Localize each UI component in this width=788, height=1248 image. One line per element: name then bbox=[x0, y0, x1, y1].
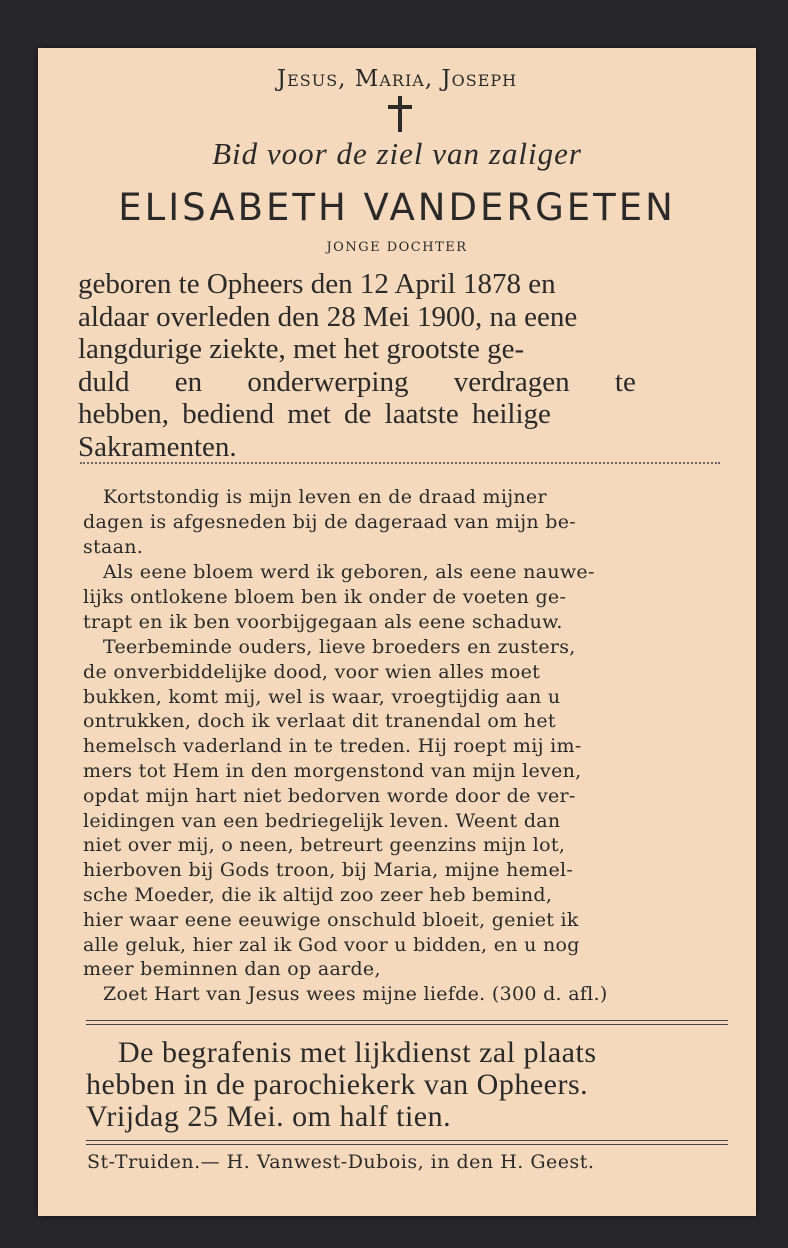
verse-line: Als eene bloem werd ik geboren, als eene nauwe- bbox=[103, 561, 595, 583]
intro-paragraph bbox=[78, 268, 723, 463]
verse-line: lijks ontlokene bloem ben ik onder de voeten ge- bbox=[83, 585, 567, 608]
bottom-rule-divider bbox=[86, 1140, 728, 1145]
cross-icon bbox=[385, 96, 415, 132]
deceased-name: ELISABETH VANDERGETEN bbox=[118, 186, 676, 229]
printer-imprint: St-Truiden.— H. Vanwest-Dubois, in den H. Geest. bbox=[87, 1151, 595, 1173]
verse-line: bukken, komt mij, wel is waar, vroegtijdig aan u bbox=[83, 685, 561, 708]
intro-line: Sakramenten. bbox=[78, 430, 237, 463]
funeral-line: hebben in de parochiekerk van Opheers. bbox=[86, 1068, 589, 1101]
memorial-card bbox=[38, 48, 756, 1216]
verse-paragraph-3 bbox=[83, 635, 728, 1007]
intro-line: hebben, bediend met de laatste heilige bbox=[78, 398, 551, 430]
verse-line: hemelsch vaderland in te treden. Hij roept mij im- bbox=[83, 735, 582, 758]
verse-line: trapt en ik ben voorbijgegaan als eene schaduw. bbox=[83, 610, 563, 633]
verse-line: dagen is afgesneden bij de dageraad van mijn be- bbox=[83, 510, 576, 533]
intro-line: duld en onderwerping verdragen te bbox=[78, 365, 636, 398]
prayer-line: Bid voor de ziel van zaliger bbox=[212, 136, 582, 171]
double-rule-divider bbox=[86, 1020, 728, 1025]
verse-line: Kortstondig is mijn leven en de draad mijner bbox=[103, 486, 547, 508]
verse-line: niet over mij, o neen, betreurt geenzins mijn lot, bbox=[83, 834, 566, 857]
intro-line: geboren te Opheers den 12 April 1878 en bbox=[78, 268, 556, 300]
verse-line: ontrukken, doch ik verlaat dit tranendal om het bbox=[83, 710, 556, 733]
dotted-divider bbox=[80, 462, 720, 464]
intro-line: langdurige ziekte, met het grootste ge- bbox=[78, 333, 525, 365]
deceased-status: JONGE DOCHTER bbox=[326, 240, 468, 255]
verse-line: hierboven bij Gods troon, bij Maria, mijne hemel- bbox=[83, 859, 574, 882]
verse-line: leidingen van een bedriegelijk leven. Weent dan bbox=[83, 809, 561, 832]
verse-line: alle geluk, hier zal ik God voor u bidden, en u nog bbox=[83, 933, 580, 956]
verse-line: Teerbeminde ouders, lieve broeders en zusters, bbox=[103, 636, 576, 658]
card-header: Jesus, Maria, Joseph bbox=[276, 66, 518, 92]
funeral-line: Vrijdag 25 Mei. om half tien. bbox=[86, 1100, 452, 1133]
verse-line: Zoet Hart van Jesus wees mijne liefde. (300 d. afl.) bbox=[103, 983, 608, 1006]
verse-paragraph-1 bbox=[83, 485, 728, 559]
verse-line: sche Moeder, die ik altijd zoo zeer heb bemind, bbox=[83, 883, 553, 906]
verse-line: staan. bbox=[83, 535, 144, 558]
intro-line: aldaar overleden den 28 Mei 1900, na eene bbox=[78, 300, 578, 333]
funeral-line: De begrafenis met lijkdienst zal plaats bbox=[118, 1036, 597, 1069]
verse-line: mers tot Hem in den morgenstond van mijn leven, bbox=[83, 759, 582, 782]
verse-line: meer beminnen dan op aarde, bbox=[83, 958, 381, 981]
verse-line: hier waar eene eeuwige onschuld bloeit, geniet ik bbox=[83, 908, 579, 931]
verse-line: opdat mijn hart niet bedorven worde door de ver- bbox=[83, 784, 576, 807]
funeral-notice bbox=[86, 1037, 731, 1133]
verse-paragraph-2 bbox=[83, 560, 728, 634]
verse-line: de onverbiddelijke dood, voor wien alles moet bbox=[83, 660, 541, 683]
